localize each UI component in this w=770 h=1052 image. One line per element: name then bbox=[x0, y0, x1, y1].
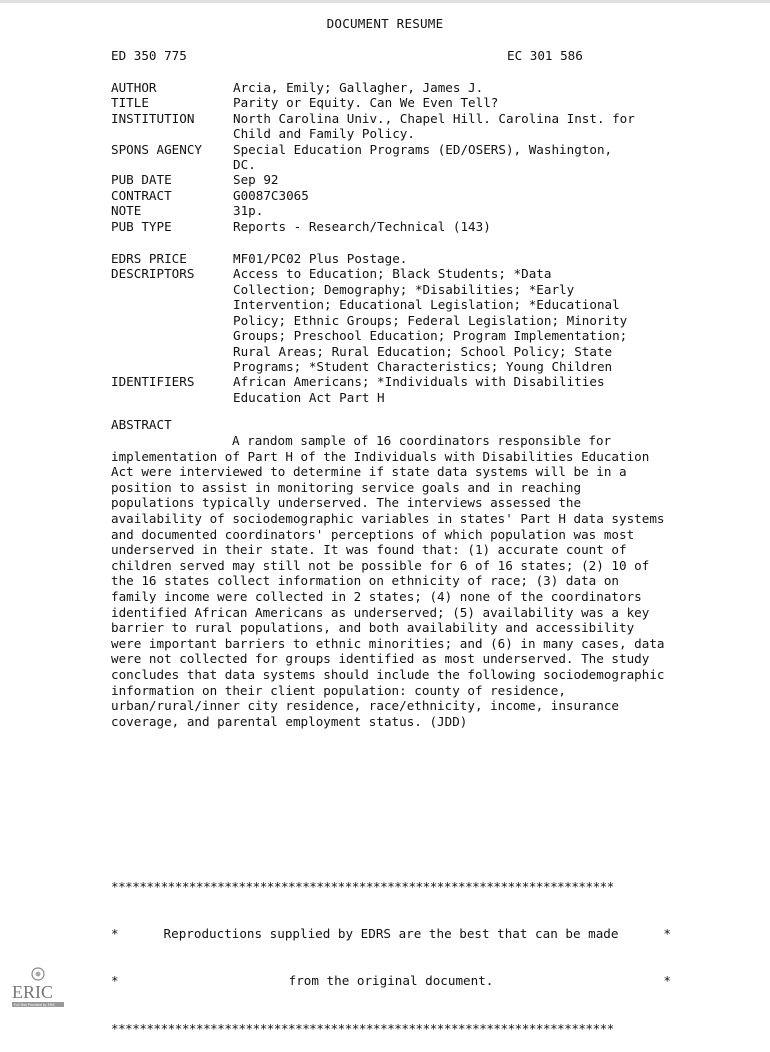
field-row-contract bbox=[111, 188, 671, 203]
field-value: MF01/PC02 Plus Postage. bbox=[233, 251, 408, 267]
field-label: CONTRACT bbox=[111, 187, 172, 203]
notice-edge-left: * bbox=[111, 973, 119, 989]
top-rule bbox=[0, 0, 770, 3]
notice-text-1: Reproductions supplied by EDRS are the best that can be made bbox=[163, 925, 619, 941]
field-label: SPONS AGENCY bbox=[111, 141, 202, 157]
field-label: TITLE bbox=[111, 95, 149, 111]
field-row-author bbox=[111, 80, 671, 95]
eric-logo-text: ERIC bbox=[12, 982, 54, 1002]
field-value: Special Education Programs (ED/OSERS), Washington, DC. bbox=[233, 141, 613, 173]
field-row-note bbox=[111, 203, 671, 218]
field-row-pub-date bbox=[111, 172, 671, 187]
field-value: Reports - Research/Technical (143) bbox=[233, 218, 491, 234]
abstract-label: ABSTRACT bbox=[111, 417, 172, 432]
field-row-pub-type bbox=[111, 219, 671, 234]
field-label: AUTHOR bbox=[111, 80, 157, 95]
field-value: Arcia, Emily; Gallagher, James J. bbox=[233, 80, 484, 95]
field-value: Sep 92 bbox=[233, 172, 279, 188]
field-label: NOTE bbox=[111, 203, 142, 219]
notice-text-2: from the original document. bbox=[288, 973, 494, 989]
eric-logo bbox=[8, 966, 68, 1010]
eric-logo-icon bbox=[8, 966, 68, 1010]
field-row-institution bbox=[111, 111, 671, 142]
field-label: INSTITUTION bbox=[111, 110, 195, 126]
field-label: DESCRIPTORS bbox=[111, 266, 195, 282]
notice-edge-right: * bbox=[663, 925, 671, 941]
field-label: PUB DATE bbox=[111, 172, 172, 188]
field-value: North Carolina Univ., Chapel Hill. Carolina Inst. for Child and Family Policy. bbox=[233, 110, 635, 142]
notice-border-bottom: *********************************************************************** bbox=[111, 1020, 614, 1036]
page-title: DOCUMENT RESUME bbox=[326, 16, 444, 31]
field-label: PUB TYPE bbox=[111, 218, 172, 234]
notice-edge-right: * bbox=[663, 973, 671, 989]
field-value: African Americans; *Individuals with Disabilities Education Act Part H bbox=[233, 374, 605, 405]
notice-line-2 bbox=[111, 973, 671, 989]
field-value: 31p. bbox=[233, 203, 264, 219]
reproduction-notice bbox=[111, 847, 671, 1052]
ec-number: EC 301 586 bbox=[507, 48, 583, 63]
field-value: G0087C3065 bbox=[233, 187, 309, 203]
field-row-identifiers bbox=[111, 374, 671, 405]
field-row-title bbox=[111, 95, 671, 110]
eric-logo-subtitle: Full Text Provided by ERIC bbox=[14, 1003, 56, 1007]
field-label: IDENTIFIERS bbox=[111, 374, 195, 390]
notice-edge-left: * bbox=[111, 925, 119, 941]
field-row-edrs-price bbox=[111, 234, 671, 266]
field-row-spons-agency bbox=[111, 142, 671, 173]
field-value: Parity or Equity. Can We Even Tell? bbox=[233, 95, 499, 111]
notice-border-top: *********************************************************************** bbox=[111, 878, 614, 894]
ed-number: ED 350 775 bbox=[111, 48, 187, 63]
field-value: Access to Education; Black Students; *Data Collection; Demography; *Disabilities; *Early Intervention; Educational Legislation; *Educational Policy; Ethnic Groups; Federal Legislation; Minority Groups; Preschool Education; Program Implementation; Rural Areas; Rural Education; School Policy; State Programs; *Student Characteristics; Young Children bbox=[233, 266, 628, 374]
abstract-text: A random sample of 16 coordinators responsible for implementation of Part H of the Individuals with Disabilities Education Act were interviewed to determine if state data systems will be in a position to assist in monitoring service goals and in reaching populations typically underserved. The interviews assessed the availability of sociodemographic variables in states' Part H data systems and documented coordinators' perceptions of which population was most underserved in their state. It was found that: (1) accurate count of children served may still not be possible for 6 of 16 states; (2) 10 of the 16 states collect information on ethnicity of race; (3) data on family income were collected in 2 states; (4) none of the coordinators identified African Americans as underserved; (5) availability was a key barrier to rural populations, and both availability and accessibility were important barriers to ethnic minorities; and (6) in many cases, data were not collected for groups identified as most underserved. The study concludes that data systems should include the following sociodemographic information on their client population: county of residence, urban/rural/inner city residence, race/ethnicity, income, insurance coverage, and parental employment status. (JDD) bbox=[111, 433, 665, 729]
field-row-descriptors bbox=[111, 266, 671, 374]
field-label: EDRS PRICE bbox=[111, 251, 187, 267]
metadata-table bbox=[111, 80, 671, 405]
notice-line-1 bbox=[111, 926, 671, 942]
